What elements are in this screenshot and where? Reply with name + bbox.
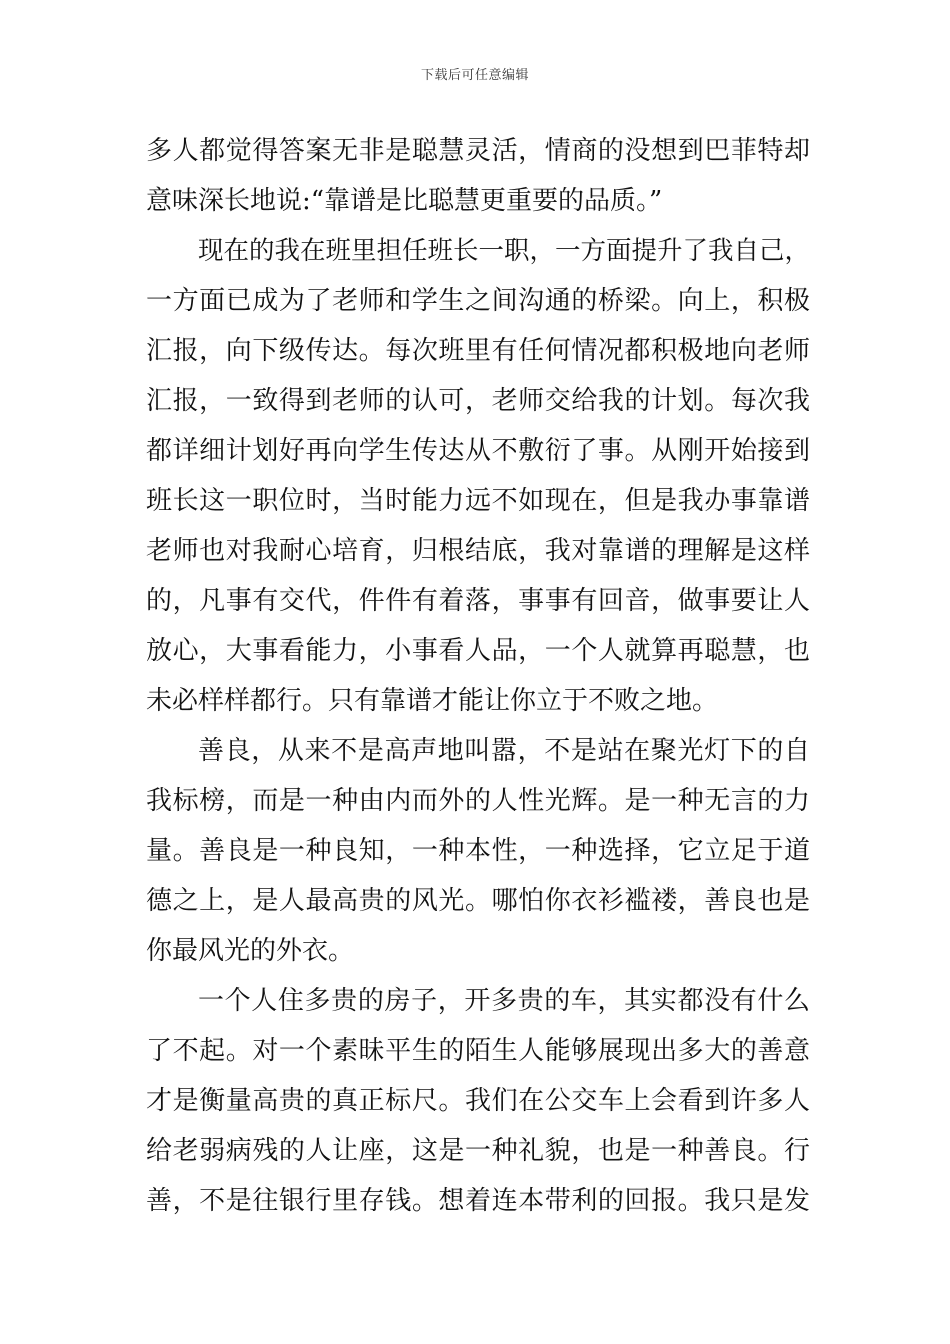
text-line: 的，凡事有交代，件件有着落，事事有回音，做事要让人 (146, 586, 810, 616)
text-line: 意味深长地说:“靠谱是比聪慧更重要的品质。” (146, 186, 663, 216)
text-line: 才是衡量高贵的真正标尺。我们在公交车上会看到许多人 (146, 1086, 810, 1116)
text-line: 量。善良是一种良知，一种本性，一种选择，它立足于道 (146, 836, 810, 866)
text-line: 一方面已成为了老师和学生之间沟通的桥梁。向上，积极 (146, 286, 810, 316)
text-line: 多人都觉得答案无非是聪慧灵活，情商的没想到巴菲特却 (146, 136, 810, 166)
document-body (146, 126, 810, 1226)
text-line: 汇报，一致得到老师的认可，老师交给我的计划。每次我 (146, 386, 810, 416)
text-line: 给老弱病残的人让座，这是一种礼貌，也是一种善良。行 (146, 1136, 810, 1166)
page-header: 下载后可任意编辑 (420, 68, 529, 83)
text-line: 现在的我在班里担任班长一职，一方面提升了我自己， (198, 236, 811, 266)
text-line: 放心，大事看能力，小事看人品，一个人就算再聪慧，也 (146, 636, 810, 666)
text-line: 我标榜，而是一种由内而外的人性光辉。是一种无言的力 (146, 786, 810, 816)
text-line: 汇报，向下级传达。每次班里有任何情况都积极地向老师 (146, 336, 810, 366)
text-line: 班长这一职位时，当时能力远不如现在，但是我办事靠谱 (146, 486, 810, 516)
text-line: 善良，从来不是高声地叫嚣，不是站在聚光灯下的自 (198, 736, 810, 766)
text-line: 都详细计划好再向学生传达从不敷衍了事。从刚开始接到 (146, 436, 810, 466)
text-line: 你最风光的外衣。 (146, 936, 355, 966)
text-line: 善，不是往银行里存钱。想着连本带利的回报。我只是发 (146, 1186, 810, 1216)
text-line: 未必样样都行。只有靠谱才能让你立于不败之地。 (146, 686, 719, 716)
text-line: 一个人住多贵的房子，开多贵的车，其实都没有什么 (198, 986, 810, 1016)
text-line: 了不起。对一个素昧平生的陌生人能够展现出多大的善意 (146, 1036, 810, 1066)
text-line: 老师也对我耐心培育，归根结底，我对靠谱的理解是这样 (146, 536, 810, 566)
text-line: 德之上，是人最高贵的风光。哪怕你衣衫褴褛，善良也是 (146, 886, 810, 916)
